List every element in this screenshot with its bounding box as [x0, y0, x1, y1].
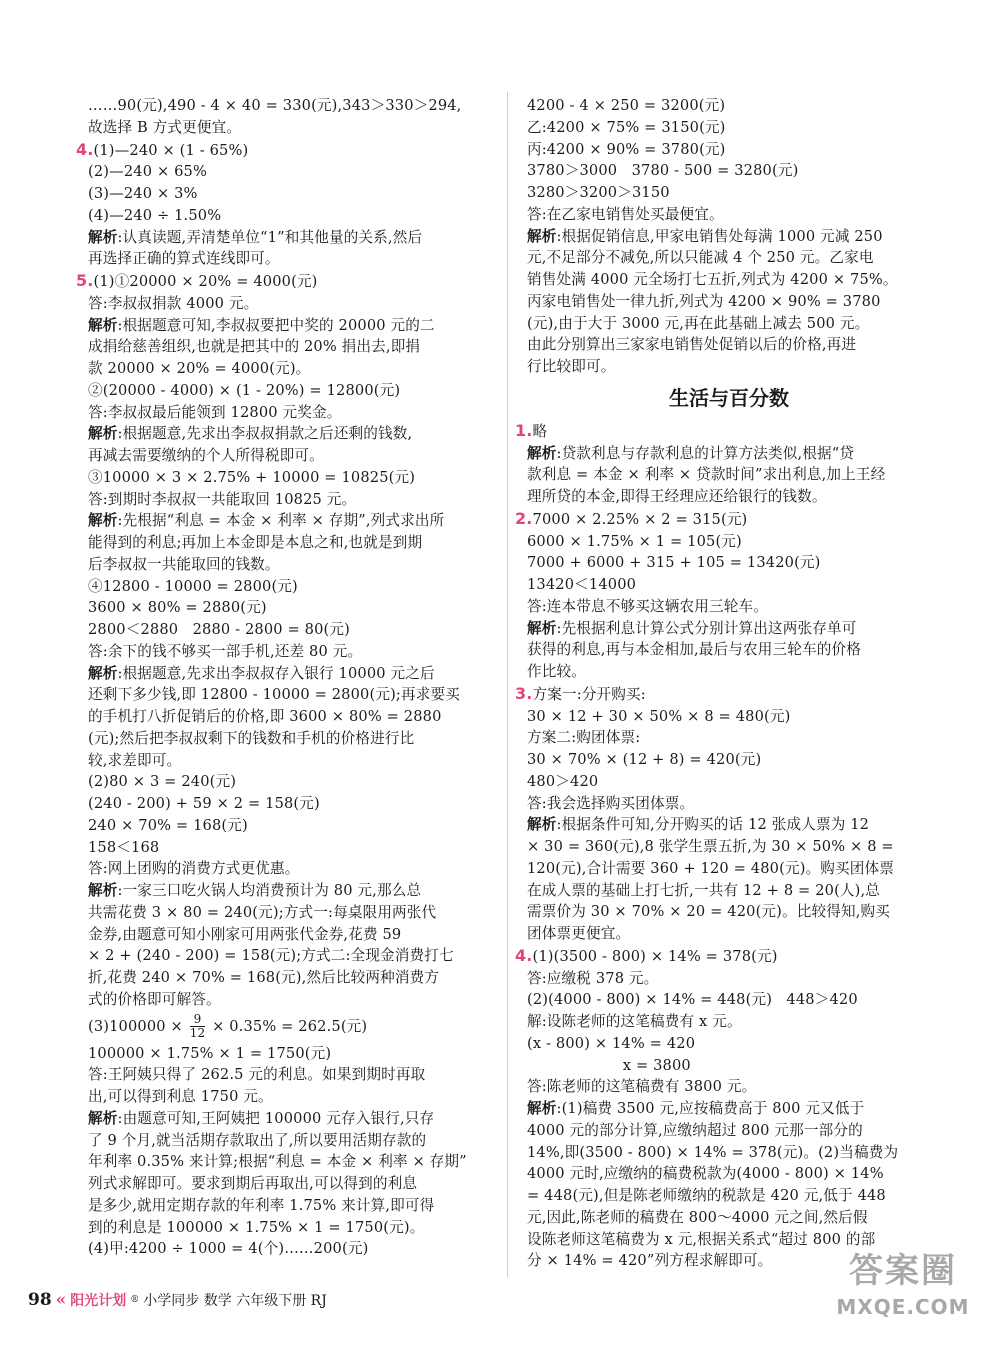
analysis-text: :根据条件可知,分开购买的话 12 张成人票为 12: [556, 816, 870, 834]
fraction-numerator: 9: [190, 1013, 206, 1027]
analysis-line: [88, 315, 492, 337]
text-line: 答:网上团购的消费方式更优惠。: [88, 860, 300, 878]
text-line: 需票价为 30 × 70% × 20 = 420(元)。比较得知,购买: [527, 903, 890, 921]
analysis-text: :先根据“利息 = 本金 × 利率 × 存期”,列式求出所: [117, 512, 445, 530]
analysis-label: 解析: [88, 1109, 118, 1127]
book-subtitle: 小学同步 数学 六年级下册 RJ: [143, 1293, 327, 1309]
analysis-label: 解析: [88, 425, 118, 443]
watermark-logo: [818, 1248, 988, 1348]
text-line: 元,不足部分不减免,所以只能减 4 个 250 元。乙家电: [527, 249, 874, 267]
question-number: 3.: [515, 683, 533, 703]
column-divider: [507, 92, 508, 1277]
text-line: ②(20000 - 4000) × (1 - 20%) = 12800(元): [88, 381, 401, 399]
text-line: 折,花费 240 × 70% = 168(元),然后比较两种消费方: [88, 969, 440, 986]
text-line: 了 9 个月,就当活期存款取出了,所以要用活期存款的: [88, 1131, 427, 1149]
fraction: [190, 1013, 206, 1040]
text-line: 故选择 B 方式更便宜。: [88, 118, 242, 136]
text-line: (x - 800) × 14% = 420: [527, 1034, 696, 1052]
analysis-text: :根据题意,先求出李叔叔存入银行 10000 元之后: [117, 664, 435, 682]
analysis-label: 解析: [88, 512, 118, 530]
section-title: 生活与百分数: [669, 385, 789, 410]
text-line: (4)—240 ÷ 1.50%: [88, 206, 222, 224]
equation-prefix: (3)100000 ×: [88, 1017, 188, 1035]
question-number: 1.: [515, 420, 533, 440]
watermark-top-text: 答案圈: [849, 1251, 957, 1291]
analysis-line: [527, 226, 931, 248]
equation-suffix: × 0.35% = 262.5(元): [207, 1017, 368, 1035]
analysis-line: [527, 814, 931, 836]
text-line: 答:应缴税 378 元。: [527, 969, 659, 987]
text-line: x = 3800: [527, 1056, 691, 1074]
double-chevron-icon: «: [55, 1290, 67, 1310]
text-line: 4000 元时,应缴纳的稿费税款为(4000 - 800) × 14%: [527, 1165, 884, 1183]
text-line: (2)—240 × 65%: [88, 163, 208, 181]
analysis-line: [88, 880, 492, 902]
text-line: 100000 × 1.75% × 1 = 1750(元): [88, 1044, 332, 1062]
text-line: 240 × 70% = 168(元): [88, 816, 248, 834]
text-line: 答:连本带息不够买这辆农用三轮车。: [527, 597, 768, 615]
question-number: 2.: [515, 508, 533, 528]
analysis-line: [527, 443, 931, 465]
answer-text: 7000 × 2.25% × 2 = 315(元): [532, 510, 748, 528]
text-line: (2)80 × 3 = 240(元): [88, 773, 237, 791]
text-line: 丙家电销售处一律九折,列式为 4200 × 90% = 3780: [527, 292, 881, 310]
analysis-line: [527, 618, 931, 640]
registered-mark: ®: [130, 1295, 140, 1305]
text-line: 元,因此,陈老师的稿费在 800～4000 元之间,然后假: [527, 1208, 868, 1226]
text-line: 480＞420: [527, 772, 599, 790]
analysis-label: 解析: [527, 1100, 557, 1117]
text-line: 7000 + 6000 + 315 + 105 = 13420(元): [527, 554, 821, 572]
text-line: 成捐给慈善组织,也就是把其中的 20% 捐出去,即捐: [88, 338, 421, 356]
analysis-text: :认真读题,弄清楚单位“1”和其他量的关系,然后: [117, 228, 423, 246]
text-line: 较,求差即可。: [88, 751, 182, 769]
watermark-bottom-text: MXQE.COM: [836, 1295, 970, 1319]
text-line: 30 × 70% × (12 + 8) = 420(元): [527, 751, 762, 768]
text-line: 答:在乙家电销售处买最便宜。: [527, 205, 724, 223]
analysis-line: [88, 227, 492, 249]
answer-text: (1)—240 × (1 - 65%): [93, 141, 249, 159]
fraction-denominator: 12: [189, 1026, 206, 1040]
text-line: (240 - 200) + 59 × 2 = 158(元): [88, 795, 320, 812]
text-line: 由此分别算出三家家电销售处促销以后的价格,再进: [527, 336, 857, 354]
text-line: 的手机打八折促销后的价格,即 3600 × 80% = 2880: [88, 708, 442, 725]
text-line: 158＜168: [88, 838, 160, 856]
text-line: 14%,即(3500 - 800) × 14% = 378(元)。(2)当稿费为: [527, 1143, 899, 1161]
analysis-text: :贷款利息与存款利息的计算方法类似,根据“贷: [556, 444, 855, 462]
text-line: 3780＞3000 3780 - 500 = 3280(元): [527, 162, 799, 180]
text-line: 丙:4200 × 90% = 3780(元): [527, 140, 726, 158]
text-line: (元);然后把李叔叔剩下的钱数和手机的价格进行比: [88, 729, 415, 747]
text-line: 行比较即可。: [527, 358, 616, 375]
text-line: 4000 元的部分计算,应缴纳超过 800 元那一部分的: [527, 1121, 863, 1139]
text-line: 年利率 0.35% 来计算;根据“利息 = 本金 × 利率 × 存期”: [88, 1153, 467, 1171]
text-line: 答:陈老师的这笔稿费有 3800 元。: [527, 1078, 757, 1096]
answer-text: (1)①20000 × 20% = 4000(元): [93, 273, 318, 290]
fraction-line: [88, 1011, 492, 1043]
text-line: 30 × 12 + 30 × 50% × 8 = 480(元): [527, 707, 791, 725]
text-line: 到的利息是 100000 × 1.75% × 1 = 1750(元)。: [88, 1218, 425, 1236]
text-line: 列式求解即可。要求到期后再取出,可以得到的利息: [88, 1175, 418, 1192]
text-line: 理所贷的本金,即得王经理应还给银行的钱数。: [527, 488, 827, 505]
text-line: (3)—240 × 3%: [88, 185, 198, 202]
analysis-label: 解析: [88, 882, 118, 899]
text-line: 作比较。: [527, 663, 586, 680]
text-line: 在成人票的基础上打七折,一共有 12 + 8 = 20(人),总: [527, 881, 881, 899]
analysis-text: :由题意可知,王阿姨把 100000 元存入银行,只存: [117, 1109, 435, 1127]
answer-text: 方案一:分开购买:: [532, 685, 646, 703]
question-line: [76, 270, 492, 293]
answer-text: (1)(3500 - 800) × 14% = 378(元): [532, 947, 778, 965]
text-line: ④12800 - 10000 = 2800(元): [88, 577, 298, 595]
question-number: 4.: [515, 945, 533, 965]
text-line: 解:设陈老师的这笔稿费有 x 元。: [527, 1013, 742, 1030]
analysis-label: 解析: [88, 316, 118, 334]
question-number: 5.: [76, 271, 94, 290]
question-line: [515, 420, 931, 443]
text-line: 再减去需要缴纳的个人所得税即可。: [88, 447, 324, 464]
text-line: 出,可以得到利息 1750 元。: [88, 1088, 273, 1105]
analysis-text: :先根据利息计算公式分别计算出这两张存单可: [556, 619, 857, 637]
brand-name: 阳光计划: [70, 1293, 127, 1309]
answer-text: 略: [532, 422, 548, 440]
question-line: [76, 139, 492, 162]
text-line: 乙:4200 × 75% = 3150(元): [527, 118, 726, 136]
text-line: 3280＞3200＞3150: [527, 184, 670, 201]
text-line: (元),由于大于 3000 元,再在此基础上减去 500 元。: [527, 314, 870, 332]
analysis-label: 解析: [527, 444, 557, 462]
analysis-line: [88, 1108, 492, 1130]
text-line: 团体票更便宜。: [527, 925, 631, 942]
text-line: × 30 = 360(元),8 张学生票五折,为 30 × 50% × 8 =: [527, 838, 894, 855]
analysis-line: [88, 423, 492, 445]
text-line: 金券,由题意可知小刚家可用两张代金券,花费 59: [88, 925, 402, 943]
text-line: 答:李叔叔捐款 4000 元。: [88, 294, 259, 312]
text-line: 答:余下的钱不够买一部手机,还差 80 元。: [88, 642, 363, 660]
text-line: 销售处满 4000 元全场打七五折,列式为 4200 × 75%。: [527, 271, 898, 288]
question-line: [515, 945, 931, 968]
analysis-text: :(1)稿费 3500 元,应按稿费高于 800 元又低于: [556, 1100, 865, 1117]
question-line: [515, 508, 931, 531]
text-line: 能得到的利息;再加上本金即是本息之和,也就是到期: [88, 534, 423, 551]
left-column: [76, 95, 492, 1260]
analysis-line: [88, 663, 492, 685]
text-line: 3600 × 80% = 2880(元): [88, 599, 267, 617]
question-line: [515, 683, 931, 706]
text-line: 后李叔叔一共能取回的钱数。: [88, 555, 280, 573]
text-line: 答:王阿姨只得了 262.5 元的利息。如果到期时再取: [88, 1066, 426, 1084]
analysis-label: 解析: [527, 619, 557, 637]
text-line: (4)甲:4200 ÷ 1000 = 4(个)……200(元): [88, 1240, 369, 1258]
text-line: 获得的利息,再与本金相加,最后与农用三轮车的价格: [527, 641, 861, 659]
text-line: 6000 × 1.75% × 1 = 105(元): [527, 532, 742, 550]
text-line: 方案二:购团体票:: [527, 729, 641, 747]
text-line: (2)(4000 - 800) × 14% = 448(元) 448＞420: [527, 991, 858, 1009]
text-line: 设陈老师这笔稿费为 x 元,根据关系式“超过 800 的部: [527, 1230, 876, 1248]
text-line: 款 20000 × 20% = 4000(元)。: [88, 360, 311, 377]
text-line: ……90(元),490 - 4 × 40 = 330(元),343＞330＞294,: [88, 97, 462, 114]
text-line: 共需花费 3 × 80 = 240(元);方式一:每桌限用两张代: [88, 903, 437, 921]
analysis-label: 解析: [88, 228, 118, 246]
text-line: 2800＜2880 2880 - 2800 = 80(元): [88, 621, 350, 638]
text-line: 答:我会选择购买团体票。: [527, 794, 695, 812]
analysis-line: [88, 510, 492, 532]
text-line: ③10000 × 3 × 2.75% + 10000 = 10825(元): [88, 468, 416, 486]
text-line: 4200 - 4 × 250 = 3200(元): [527, 97, 726, 114]
text-line: 答:李叔叔最后能领到 12800 元奖金。: [88, 403, 342, 421]
text-line: 款利息 = 本金 × 利率 × 贷款时间”求出利息,加上王经: [527, 466, 886, 484]
question-number: 4.: [76, 139, 94, 159]
text-line: 再选择正确的算式连线即可。: [88, 250, 280, 268]
analysis-text: :根据促销信息,甲家电销售处每满 1000 元减 250: [556, 227, 883, 245]
analysis-label: 解析: [527, 816, 557, 834]
analysis-text: :一家三口吃火锅人均消费预计为 80 元,那么总: [117, 882, 422, 899]
page-number: 98: [28, 1290, 52, 1310]
analysis-label: 解析: [527, 227, 557, 245]
text-line: = 448(元),但是陈老师缴纳的税款是 420 元,低于 448: [527, 1187, 886, 1204]
analysis-text: :根据题意,先求出李叔叔捐款之后还剩的钱数,: [117, 425, 413, 443]
text-line: 答:到期时李叔叔一共能取回 10825 元。: [88, 490, 357, 508]
text-line: 还剩下多少钱,即 12800 - 10000 = 2800(元);再求要买: [88, 686, 460, 704]
text-line: 120(元),合计需要 360 + 120 = 480(元)。购买团体票: [527, 859, 895, 877]
analysis-label: 解析: [88, 664, 118, 682]
right-column: [515, 95, 931, 1272]
analysis-text: :根据题意可知,李叔叔要把中奖的 20000 元的二: [117, 316, 435, 334]
text-line: × 2 + (240 - 200) = 158(元);方式二:全现金消费打七: [88, 947, 454, 965]
analysis-line: [527, 1098, 931, 1120]
text-line: 式的价格即可解答。: [88, 990, 221, 1008]
text-line: 分 × 14% = 420”列方程求解即可。: [527, 1252, 773, 1270]
page-footer: [28, 1290, 327, 1310]
text-line: 是多少,就用定期存款的年利率 1.75% 来计算,即可得: [88, 1196, 435, 1214]
text-line: 13420＜14000: [527, 576, 637, 593]
